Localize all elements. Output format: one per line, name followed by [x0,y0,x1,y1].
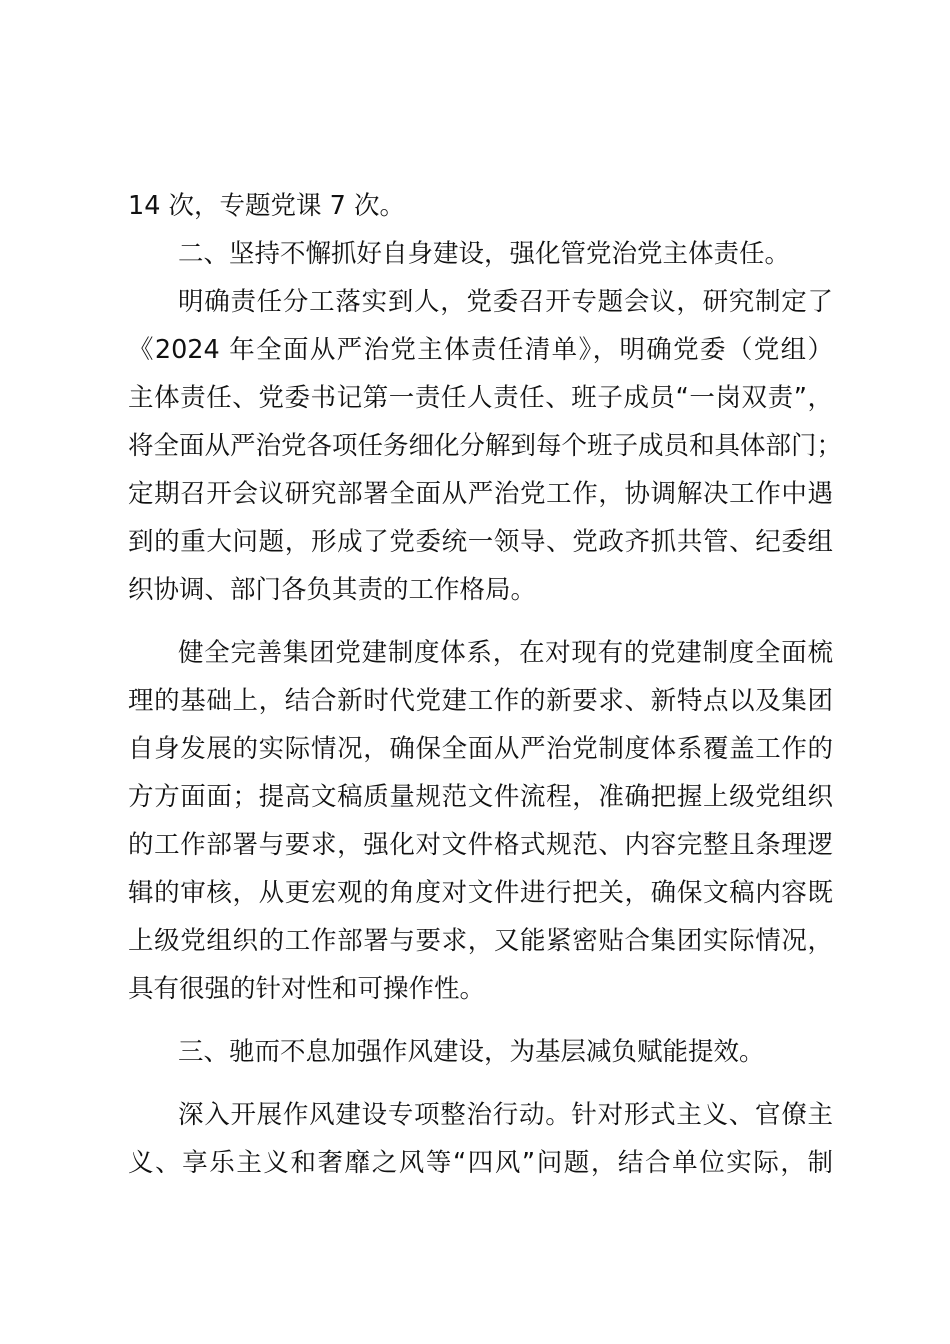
paragraph-line: 主体责任、党委书记第一责任人责任、班子成员“一岗双责”， [128,383,833,413]
paragraph-line: 辑的审核，从更宏观的角度对文件进行把关，确保文稿内容既 [128,878,833,908]
paragraph-line: 义、享乐主义和奢靡之风等“四风”问题，结合单位实际，制 [128,1148,833,1178]
paragraph-line: 理的基础上，结合新时代党建工作的新要求、新特点以及集团 [128,686,833,716]
paragraph-line: 的工作部署与要求，强化对文件格式规范、内容完整且条理逻 [128,830,833,860]
paragraph-line: 将全面从严治党各项任务细化分解到每个班子成员和具体部门； [128,431,843,461]
paragraph-line: 方方面面；提高文稿质量规范文件流程，准确把握上级党组织 [128,782,833,812]
paragraph-line: 织协调、部门各负其责的工作格局。 [128,575,537,605]
section-heading-3: 三、驰而不息加强作风建设，为基层减负赋能提效。 [178,1037,765,1067]
paragraph-line: 健全完善集团党建制度体系，在对现有的党建制度全面梳 [178,638,833,668]
paragraph-line: 上级党组织的工作部署与要求，又能紧密贴合集团实际情况， [128,926,833,956]
paragraph-line: 14 次，专题党课 7 次。 [128,191,405,221]
paragraph-line: 明确责任分工落实到人，党委召开专题会议，研究制定了 [178,287,833,317]
section-heading-2: 二、坚持不懈抓好自身建设，强化管党治党主体责任。 [178,239,791,269]
paragraph-line: 到的重大问题，形成了党委统一领导、党政齐抓共管、纪委组 [128,527,833,557]
paragraph-line: 具有很强的针对性和可操作性。 [128,974,486,1004]
paragraph-line: 定期召开会议研究部署全面从严治党工作，协调解决工作中遇 [128,479,833,509]
paragraph-line: 深入开展作风建设专项整治行动。针对形式主义、官僚主 [178,1100,833,1130]
paragraph-line: 《2024 年全面从严治党主体责任清单》，明确党委（党组） [128,335,833,365]
paragraph-line: 自身发展的实际情况，确保全面从严治党制度体系覆盖工作的 [128,734,833,764]
